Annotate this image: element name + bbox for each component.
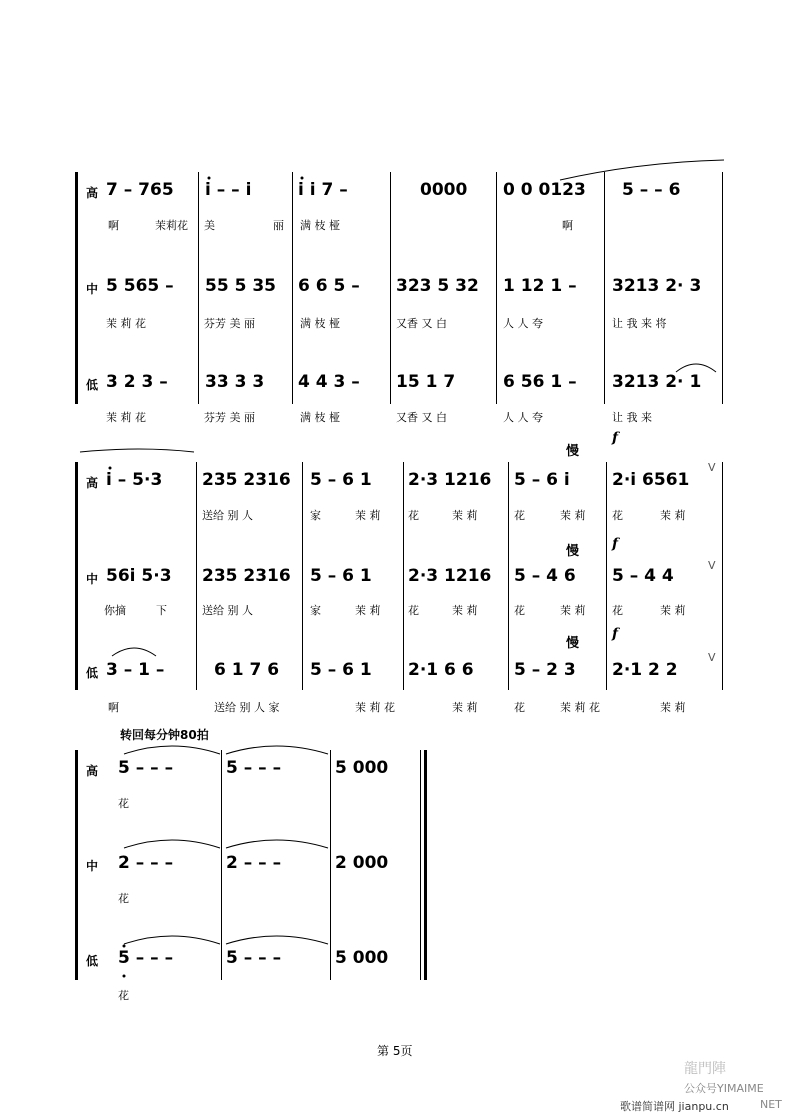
forte-mark: f bbox=[612, 536, 619, 552]
lyric: 让 我 来 bbox=[612, 411, 652, 424]
lyric: 送给 别 人 bbox=[202, 604, 253, 617]
lyric: 茉 莉 bbox=[355, 509, 381, 522]
measure-mid-2: 235 2316 bbox=[202, 566, 291, 586]
lyric: 满 枝 桠 bbox=[300, 411, 340, 424]
lyric: 人 人 夸 bbox=[503, 317, 543, 330]
measure-high-3: i i 7 – bbox=[298, 180, 348, 200]
lyric: 茉 莉 bbox=[660, 604, 686, 617]
lyric: 花 bbox=[514, 509, 525, 522]
lyric: 美 bbox=[204, 219, 215, 232]
slow-mark: 慢 bbox=[566, 544, 580, 559]
lyric: 又香 又 白 bbox=[396, 317, 447, 330]
lyric: 满 枝 桠 bbox=[300, 219, 340, 232]
forte-mark: f bbox=[612, 430, 619, 446]
watermark-text: NET bbox=[760, 1098, 782, 1111]
voice-label-low: 低 bbox=[86, 378, 99, 392]
lyric: 啊 bbox=[108, 219, 119, 232]
measure-low-6: 2·1 2 2 bbox=[612, 660, 678, 680]
measure-high-6: 5 – – 6 bbox=[622, 180, 681, 200]
measure-high-1: 7 – 765 bbox=[106, 180, 174, 200]
measure-mid-2: 55 5 35 bbox=[205, 276, 276, 296]
lyric: 下 bbox=[156, 604, 167, 617]
slur bbox=[226, 936, 328, 944]
measure-high-4: 0000 bbox=[420, 180, 468, 200]
measure-low-2: 33 3 3 bbox=[205, 372, 265, 392]
lyric: 茉 莉 bbox=[660, 509, 686, 522]
measure-mid-5: 1 12 1 – bbox=[503, 276, 577, 296]
watermark-logo: 龍門陣 bbox=[684, 1061, 726, 1077]
lyric: 又香 又 白 bbox=[396, 411, 447, 424]
measure-high-2: i – – i bbox=[205, 180, 252, 200]
measure-mid-1: 5 565 – bbox=[106, 276, 174, 296]
measure-high-2: 5 – – – bbox=[226, 758, 282, 778]
breath-mark: V bbox=[708, 651, 716, 664]
slur bbox=[80, 449, 194, 452]
slur bbox=[676, 364, 716, 372]
forte-mark: f bbox=[612, 626, 619, 642]
measure-high-1: i – 5·3 bbox=[106, 470, 163, 490]
lyric: 茉 莉 bbox=[660, 701, 686, 714]
measure-high-5: 0 0 0123 bbox=[503, 180, 586, 200]
breath-mark: V bbox=[708, 461, 716, 474]
lyric: 你摘 bbox=[104, 604, 126, 617]
measure-high-1: 5 – – – bbox=[118, 758, 174, 778]
lyric: 花 bbox=[118, 892, 129, 905]
lyric: 家 bbox=[310, 604, 321, 617]
lyric: 花 bbox=[514, 604, 525, 617]
lyric: 花 bbox=[408, 509, 419, 522]
measure-low-5: 6 56 1 – bbox=[503, 372, 577, 392]
measure-low-3: 5 – 6 1 bbox=[310, 660, 372, 680]
measure-low-3: 4 4 3 – bbox=[298, 372, 360, 392]
measure-low-4: 2·1 6 6 bbox=[408, 660, 474, 680]
tempo-mark: 转回每分钟80拍 bbox=[120, 728, 209, 742]
measure-low-1: 3 – 1 – bbox=[106, 660, 165, 680]
measure-mid-5: 5 – 4 6 bbox=[514, 566, 576, 586]
watermark-text: 歌谱简谱网 jianpu.cn bbox=[620, 1100, 729, 1113]
lyric: 茉 莉 bbox=[452, 701, 478, 714]
voice-label-mid: 中 bbox=[86, 572, 99, 586]
measure-low-2: 5 – – – bbox=[226, 948, 282, 968]
octave-dot bbox=[208, 177, 211, 180]
voice-label-high: 高 bbox=[86, 476, 99, 490]
voice-label-low: 低 bbox=[86, 666, 99, 680]
slur bbox=[226, 840, 328, 848]
measure-mid-6: 5 – 4 4 bbox=[612, 566, 674, 586]
lyric: 花 bbox=[514, 701, 525, 714]
lyric: 花 bbox=[118, 989, 129, 1002]
measure-low-1: 5 – – – bbox=[118, 948, 174, 968]
lyric: 茉 莉 bbox=[452, 509, 478, 522]
measure-mid-1: 2 – – – bbox=[118, 853, 174, 873]
lyric: 人 人 夸 bbox=[503, 411, 543, 424]
voice-label-mid: 中 bbox=[86, 859, 99, 873]
measure-mid-1: 56i 5·3 bbox=[106, 566, 172, 586]
lyric: 茉 莉 花 bbox=[106, 411, 146, 424]
lyric: 茉 莉 花 bbox=[355, 701, 395, 714]
measure-mid-3: 5 – 6 1 bbox=[310, 566, 372, 586]
measure-high-4: 2·3 1216 bbox=[408, 470, 492, 490]
lyric: 茉莉花 bbox=[155, 219, 188, 232]
measure-low-4: 15 1 7 bbox=[396, 372, 456, 392]
slur bbox=[124, 746, 220, 754]
measure-mid-3: 2 000 bbox=[335, 853, 389, 873]
measure-mid-4: 2·3 1216 bbox=[408, 566, 492, 586]
lyric: 让 我 来 将 bbox=[612, 317, 667, 330]
lyric: 满 枝 桠 bbox=[300, 317, 340, 330]
lyric: 茉 莉 bbox=[560, 604, 586, 617]
lyric: 茉 莉 bbox=[452, 604, 478, 617]
lyric: 送给 别 人 bbox=[202, 509, 253, 522]
slur bbox=[560, 160, 724, 180]
measure-high-3: 5 – 6 1 bbox=[310, 470, 372, 490]
measure-low-1: 3 2 3 – bbox=[106, 372, 168, 392]
slur bbox=[226, 746, 328, 754]
slow-mark: 慢 bbox=[566, 636, 580, 651]
octave-dot bbox=[109, 467, 112, 470]
voice-label-low: 低 bbox=[86, 954, 99, 968]
measure-mid-6: 3213 2· 3 bbox=[612, 276, 702, 296]
lyric: 茉 莉 bbox=[355, 604, 381, 617]
slow-mark: 慢 bbox=[566, 444, 580, 459]
lyric: 丽 bbox=[273, 219, 284, 232]
lyric: 啊 bbox=[108, 701, 119, 714]
lyric: 花 bbox=[612, 604, 623, 617]
measure-low-2: 6 1 7 6 bbox=[214, 660, 280, 680]
watermark-text: 公众号YIMAIME bbox=[684, 1082, 764, 1095]
lyric: 家 bbox=[310, 509, 321, 522]
lyric: 花 bbox=[612, 509, 623, 522]
voice-label-high: 高 bbox=[86, 186, 99, 200]
octave-dot bbox=[301, 177, 304, 180]
measure-mid-2: 2 – – – bbox=[226, 853, 282, 873]
measure-high-5: 5 – 6 i bbox=[514, 470, 570, 490]
voice-label-high: 高 bbox=[86, 764, 99, 778]
lyric: 花 bbox=[118, 797, 129, 810]
measure-low-6: 3213 2· 1 bbox=[612, 372, 702, 392]
lyric: 啊 bbox=[562, 219, 573, 232]
octave-dot bbox=[123, 975, 126, 978]
measure-low-5: 5 – 2 3 bbox=[514, 660, 576, 680]
slur bbox=[124, 840, 220, 848]
measure-high-2: 235 2316 bbox=[202, 470, 291, 490]
voice-label-mid: 中 bbox=[86, 282, 99, 296]
lyric: 花 bbox=[408, 604, 419, 617]
lyric: 茉 莉 花 bbox=[560, 701, 600, 714]
slur bbox=[124, 936, 220, 944]
measure-high-3: 5 000 bbox=[335, 758, 389, 778]
page-number: 第 5页 bbox=[377, 1044, 413, 1058]
measure-low-3: 5 000 bbox=[335, 948, 389, 968]
measure-mid-4: 323 5 32 bbox=[396, 276, 479, 296]
slur bbox=[112, 648, 156, 656]
lyric: 送给 别 人 家 bbox=[214, 701, 280, 714]
measure-high-6: 2·i 6561 bbox=[612, 470, 690, 490]
breath-mark: V bbox=[708, 559, 716, 572]
octave-dot bbox=[123, 945, 126, 948]
lyric: 芬芳 美 丽 bbox=[204, 317, 255, 330]
lyric: 茉 莉 花 bbox=[106, 317, 146, 330]
lyric: 芬芳 美 丽 bbox=[204, 411, 255, 424]
lyric: 茉 莉 bbox=[560, 509, 586, 522]
measure-mid-3: 6 6 5 – bbox=[298, 276, 360, 296]
